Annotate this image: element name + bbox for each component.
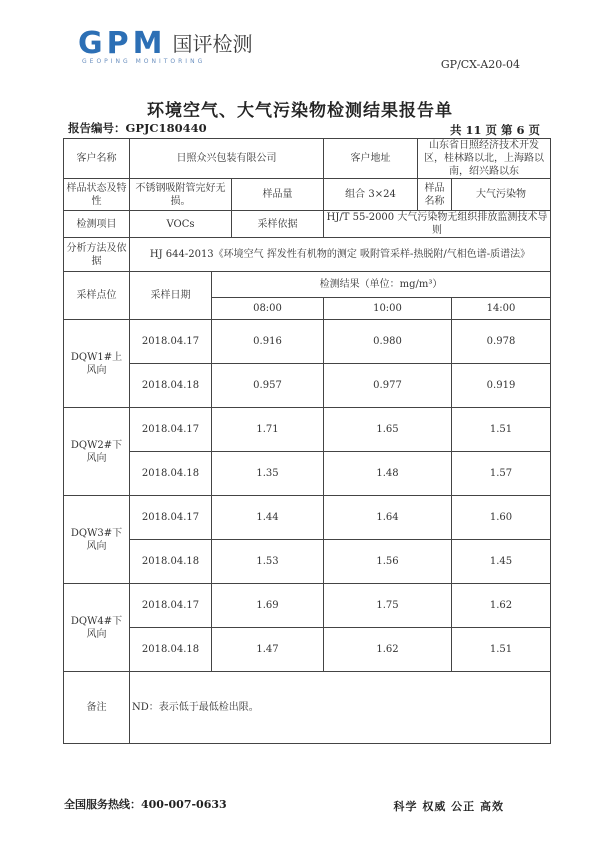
sample-name-label: 样品名称 (418, 179, 452, 211)
sample-state-label: 样品状态及特性 (64, 179, 130, 211)
result-value: 0.977 (324, 364, 452, 408)
results-body (64, 320, 551, 672)
sampling-date: 2018.04.17 (130, 584, 212, 628)
remark-label: 备注 (64, 672, 130, 744)
table-row (64, 628, 551, 672)
method-label: 分析方法及依据 (64, 238, 130, 272)
result-value: 1.53 (212, 540, 324, 584)
result-value: 1.51 (452, 628, 551, 672)
result-header: 检测结果（单位：mg/m³） (212, 272, 551, 298)
time-header: 10:00 (324, 298, 452, 320)
results-table (63, 138, 551, 744)
result-value: 1.65 (324, 408, 452, 452)
sampling-point: DQW3#下风向 (64, 496, 130, 584)
result-value: 0.957 (212, 364, 324, 408)
sampling-date: 2018.04.17 (130, 408, 212, 452)
client-name: 日照众兴包装有限公司 (130, 139, 324, 179)
result-value: 1.75 (324, 584, 452, 628)
remark-text: ND：表示低于最低检出限。 (130, 672, 551, 744)
logo-subtitle: GEOPING MONITORING (82, 58, 206, 65)
sampling-date: 2018.04.18 (130, 452, 212, 496)
result-value: 1.57 (452, 452, 551, 496)
company-logo (78, 26, 253, 61)
basis-label: 采样依据 (232, 211, 324, 238)
sampling-date: 2018.04.18 (130, 364, 212, 408)
table-row (64, 540, 551, 584)
address-label: 客户地址 (324, 139, 418, 179)
sampling-point: DQW4#下风向 (64, 584, 130, 672)
table-row (64, 496, 551, 540)
table-row (64, 584, 551, 628)
client-address: 山东省日照经济技术开发区，桂林路以北，上海路以南，绍兴路以东 (418, 139, 551, 179)
result-value: 1.60 (452, 496, 551, 540)
sampling-date: 2018.04.18 (130, 628, 212, 672)
table-row (64, 408, 551, 452)
sample-name: 大气污染物 (452, 179, 551, 211)
sampling-point: DQW1#上风向 (64, 320, 130, 408)
sample-state: 不锈钢吸附管完好无损。 (130, 179, 232, 211)
time-header: 14:00 (452, 298, 551, 320)
client-label: 客户名称 (64, 139, 130, 179)
sample-qty-label: 样品量 (232, 179, 324, 211)
result-value: 1.62 (324, 628, 452, 672)
analysis-method: HJ 644-2013《环境空气 挥发性有机物的测定 吸附管采样-热脱附/气相色谱-质谱法》 (130, 238, 551, 272)
result-value: 1.62 (452, 584, 551, 628)
result-value: 1.47 (212, 628, 324, 672)
sampling-date: 2018.04.17 (130, 496, 212, 540)
document-number: GP/CX-A20-04 (440, 58, 520, 71)
sampling-date: 2018.04.17 (130, 320, 212, 364)
result-value: 1.56 (324, 540, 452, 584)
result-value: 1.64 (324, 496, 452, 540)
sampling-basis: HJ/T 55-2000 大气污染物无组织排放监测技术导则 (324, 211, 551, 238)
service-hotline: 全国服务热线：400-007-0633 (64, 798, 227, 811)
company-slogan: 科学 权威 公正 高效 (393, 800, 504, 813)
test-item: VOCs (130, 211, 232, 238)
result-value: 0.978 (452, 320, 551, 364)
result-value: 1.44 (212, 496, 324, 540)
time-header: 08:00 (212, 298, 324, 320)
logo-brand: GPM (78, 26, 167, 61)
report-number: 报告编号：GPJC180440 (68, 121, 207, 135)
sample-qty: 组合 3×24 (324, 179, 418, 211)
result-value: 1.71 (212, 408, 324, 452)
result-value: 1.69 (212, 584, 324, 628)
result-value: 1.35 (212, 452, 324, 496)
result-value: 0.980 (324, 320, 452, 364)
item-label: 检测项目 (64, 211, 130, 238)
table-row (64, 320, 551, 364)
table-row (64, 452, 551, 496)
report-title: 环境空气、大气污染物检测结果报告单 (147, 101, 453, 121)
result-value: 0.919 (452, 364, 551, 408)
logo-chinese-name: 国评检测 (172, 32, 253, 56)
date-header: 采样日期 (130, 272, 212, 320)
sampling-date: 2018.04.18 (130, 540, 212, 584)
table-row (64, 364, 551, 408)
result-value: 1.45 (452, 540, 551, 584)
result-value: 0.916 (212, 320, 324, 364)
sampling-point: DQW2#下风向 (64, 408, 130, 496)
point-header: 采样点位 (64, 272, 130, 320)
result-value: 1.51 (452, 408, 551, 452)
page-count: 共 11 页 第 6 页 (449, 123, 540, 137)
result-value: 1.48 (324, 452, 452, 496)
